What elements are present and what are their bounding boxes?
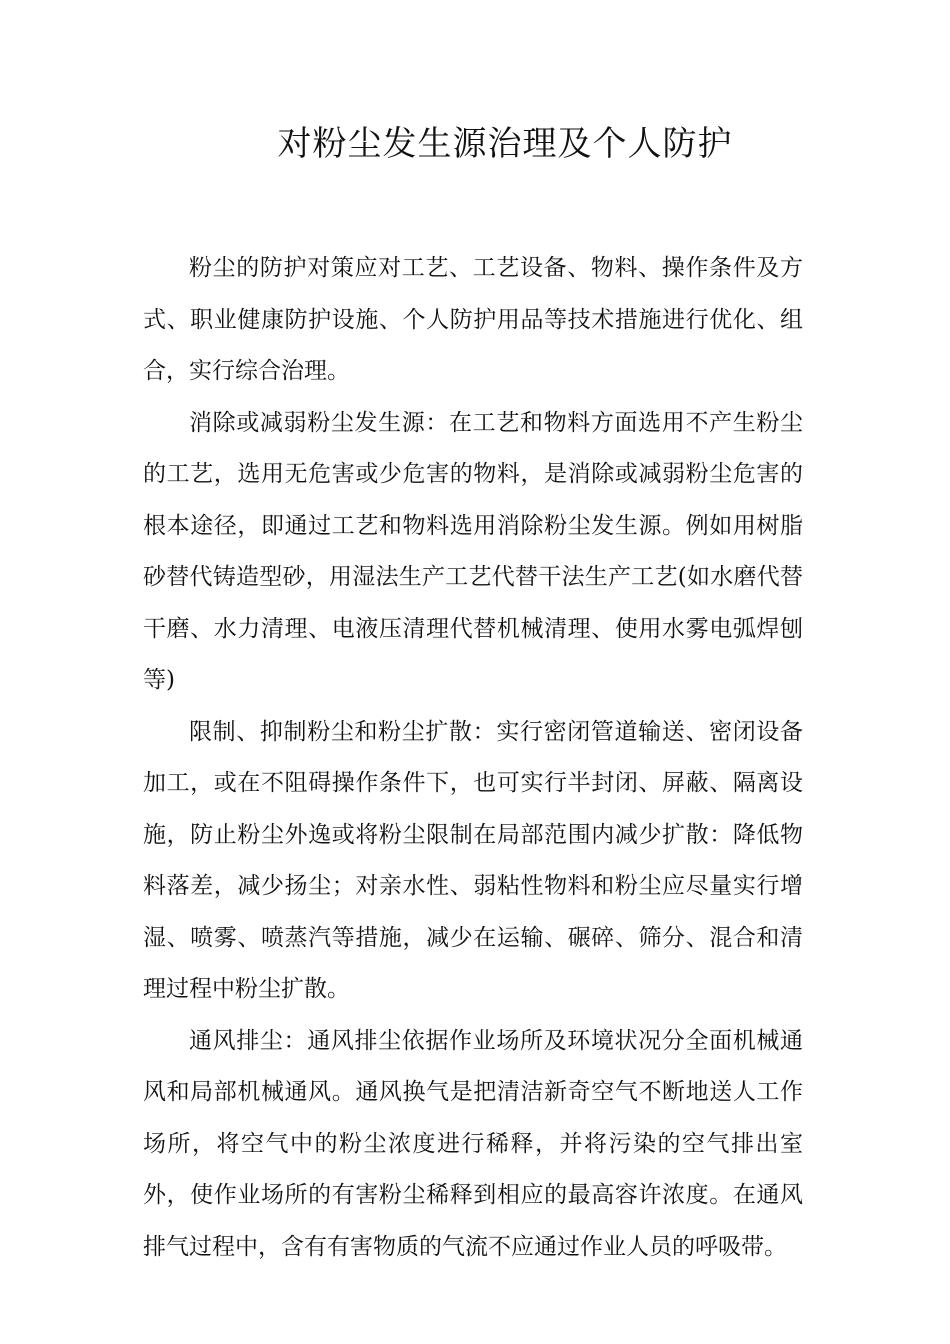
paragraph-ventilation: 通风排尘：通风排尘依据作业场所及环境状况分全面机械通风和局部机械通风。通风换气是把清洁新奇空气不断地送人工作场所，将空气中的粉尘浓度进行稀释，并将污染的空气排出室外，使作业场所的有害粉尘稀释到相应的最高容许浓度。在通风排气过程中，含有有害物质的气流不应通过作业人员的呼吸带。 bbox=[143, 1027, 803, 1260]
paragraph-eliminate-source: 消除或减弱粉尘发生源：在工艺和物料方面选用不产生粉尘的工艺，选用无危害或少危害的物料，是消除或减弱粉尘危害的根本途径，即通过工艺和物料选用消除粉尘发生源。例如用树脂砂替代铸造型砂，用湿法生产工艺代替干法生产工艺(如水磨代替干磨、水力清理、电液压清理代替机械清理、使用水雾电弧焊刨等) bbox=[143, 409, 803, 693]
paragraph-restrict-diffusion: 限制、抑制粉尘和粉尘扩散：实行密闭管道输送、密闭设备加工，或在不阻碍操作条件下，也可实行半封闭、屏蔽、隔离设施，防止粉尘外逸或将粉尘限制在局部范围内减少扩散：降低物料落差，减少扬尘；对亲水性、弱粘性物料和粉尘应尽量实行增湿、喷雾、喷蒸汽等措施，减少在运输、碾碎、筛分、混合和清理过程中粉尘扩散。 bbox=[143, 718, 803, 1002]
document-title: 对粉尘发生源治理及个人防护 bbox=[277, 124, 733, 164]
paragraph-overview: 粉尘的防护对策应对工艺、工艺设备、物料、操作条件及方式、职业健康防护设施、个人防护用品等技术措施进行优化、组合，实行综合治理。 bbox=[143, 255, 803, 384]
document-body bbox=[143, 243, 803, 1273]
